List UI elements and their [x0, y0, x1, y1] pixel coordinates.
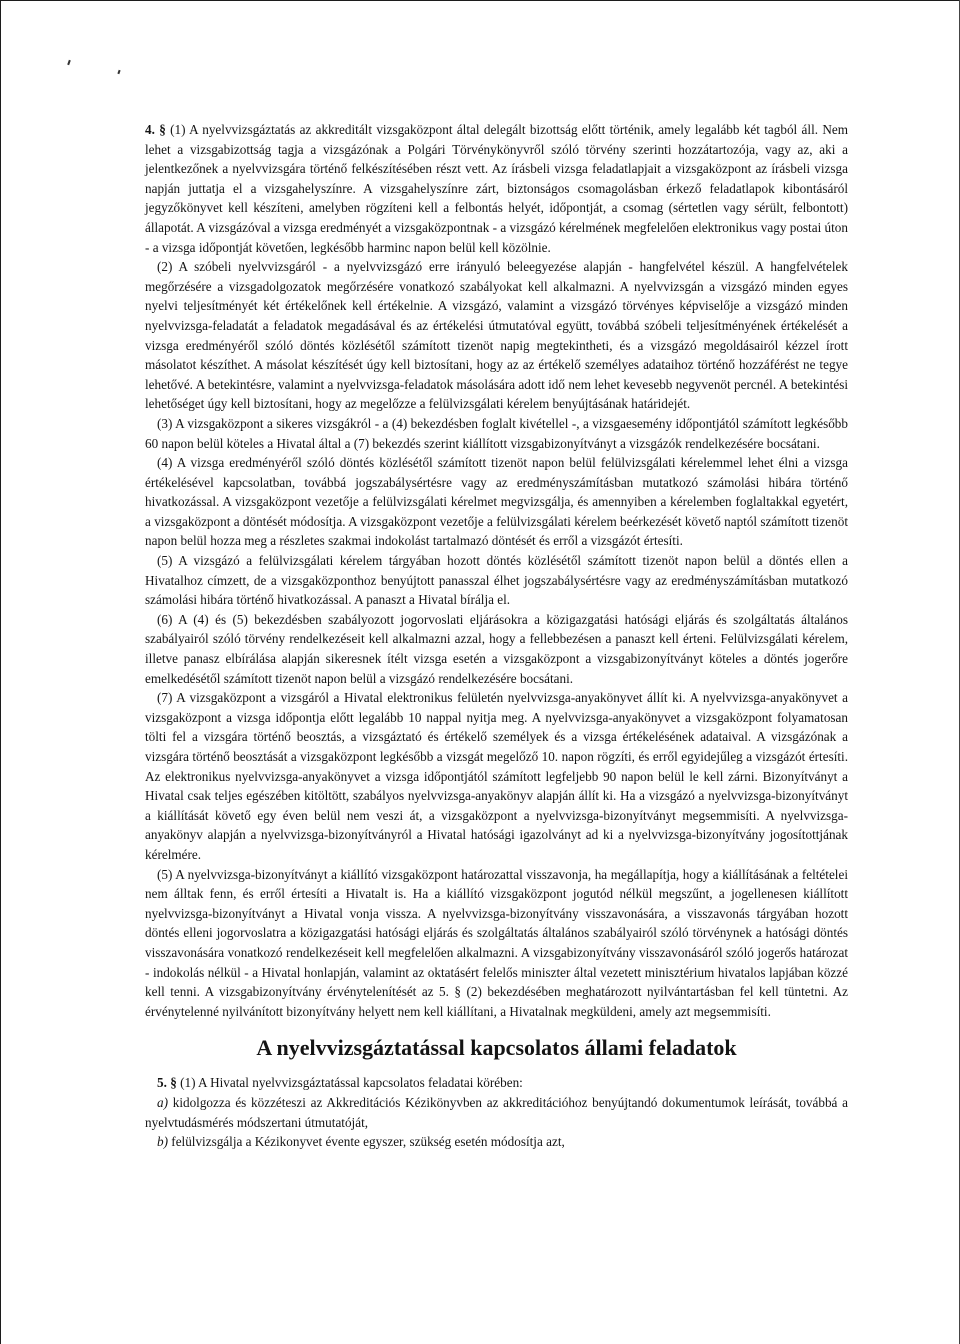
item-b-text: felülvizsgálja a Kézikonyvet évente egyszer, szükség esetén módosítja azt, [171, 1134, 565, 1150]
section-4-paragraph-2: (2) A szóbeli nyelvvizsgáról - a nyelvvizsgázó erre irányuló beleegyezése alapján - hangfelvétel készül. A hangfelvételek megőrzésére a vizsgadolgozatok megőrzésére vonatkozó szabályokat kell alkalmazni. A nyelvvizsgán a vizsgázó minden egyes nyelvi teljesítményét két értékelőnek kell értékelnie. A vizsgázó, valamint a vizsgázó törvényes képviselője a vizsgázó minden nyelvvizsga-feladatát a feladatok megadásával és az értékelési útmutatóval együtt, továbbá szóbeli teljesítményének értékelését a vizsga eredményéről szóló döntés közlésétől számított tizenöt napig megtekintheti, és a vizsgázó megoldásairól kézzel írott másolatot készíthet. A másolat készítését úgy kell biztosítani, hogy az az értékelő személyes adataihoz történő hozzáférést ne tegye lehetővé. A betekintésre, valamint a nyelvvizsga-feladatok másolására adott idő nem lehet kevesebb negyvenöt percnél. A betekintési lehetőséget úgy kell biztosítani, hogy az megelőzze a felülvizsgálati kérelem benyújtásának határidejét. [145, 259, 848, 412]
scan-speck [117, 70, 120, 74]
section-5-paragraph-1 [145, 1073, 848, 1093]
scan-border-top [0, 0, 960, 1]
section-4-paragraph-1 [145, 120, 848, 257]
section-4-paragraph-4: (4) A vizsga eredményéről szóló döntés közlésétől számított tizenöt napon belül felülvizsgálati kérelemmel lehet élni a vizsga értékelésével kapcsolatban, továbbá jogszabálysértésre vagy az eredményszámításban mutatkozó számolási hibára történő hivatkozással. A vizsgaközpont vezetője a felülvizsgálati kérelmet megvizsgálja, és amennyiben a kérelemben foglaltakkal egyetért, a vizsgaközpont a döntését módosítja. A vizsgaközpont vezetője a felülvizsgálati kérelem beérkezését követő naptól számított tizenöt napon belül hozza meg a részletes szakmai indokolást tartalmazó döntését és erről a vizsgázót értesíti. [145, 455, 848, 549]
section-5-number: 5. § [157, 1075, 177, 1091]
item-a-text: kidolgozza és közzéteszi az Akkreditációs Kézikönyvben az akkreditációhoz benyújtandó dokumentumok leírását, továbbá a nyelvtudásmérés módszertani útmutatóját, [145, 1094, 848, 1130]
scan-speck [67, 60, 71, 65]
section-4-paragraph-5: (5) A vizsgázó a felülvizsgálati kérelem tárgyában hozott döntés közlésétől számított tizenöt napon belül a döntés ellen a Hivatalhoz címzett, de a vizsgaközponthoz benyújtott panasszal élhet jogszabálysértésre vagy az eredményszámításban mutatkozó számolási hibára történő hivatkozással. A panaszt a Hivatal bírálja el. [145, 553, 848, 608]
section-4-number: 4. § [145, 122, 166, 137]
section-4-paragraph-8: (5) A nyelvvizsga-bizonyítványt a kiállító vizsgaközpont határozattal visszavonja, ha megállapítja, hogy a kiállításának a feltételei nem álltak fenn, és erről értesíti a Hivatalt is. Ha a kiállító vizsgaközpont jogutód nélkül megszűnt, a jogellenesen kiállított nyelvvizsga-bizonyítványt a Hivatal vonja vissza. A nyelvvizsga-bizonyítvány visszavonására, a visszavonás tárgyában hozott döntés elleni jogorvoslatra a közigazgatási hatósági eljárás és szolgáltatás általános szabályairól szóló törvénynek a hatósági döntés visszavonására vonatkozó rendelkezéseit kell megfelelően alkalmazni. A vizsgabizonyítvány visszavonásáról szóló jogerős határozat - indokolás nélkül - a Hivatal honlapján, valamint az oktatásért felelős miniszter által vezetett minisztérium hivatalos lapjában közzé kell tenni. A vizsgabizonyítvány érvénytelenítését az 5. § (2) bekezdésében meghatározott nyilvántartásban fel kell tüntetni. Az érvénytelenné nyilvánított bizonyítvány helyett nem kell kiállítani, a Hivatalnak megküldeni, amely azt megsemmisíti. [145, 866, 848, 1019]
section-4-paragraph-3: (3) A vizsgaközpont a sikeres vizsgákról - a (4) bekezdésben foglalt kivétellel -, a vizsgaesemény időpontjától számított legkésőbb 60 napon belül köteles a Hivatal által a (7) bekezdés szerint kiállított vizsgabizonyítványt a vizsgázók rendelkezésére bocsátani. [145, 415, 848, 451]
section-heading: A nyelvvizsgáztatással kapcsolatos állami feladatok [256, 1035, 737, 1061]
section-5-item-b [145, 1132, 848, 1152]
section-5-intro-text: (1) A Hivatal nyelvvizsgáztatással kapcsolatos feladatai körében: [180, 1075, 523, 1091]
item-b-marker: b) [157, 1134, 168, 1150]
scan-border-left [0, 0, 1, 1344]
section-4-p1-text: (1) A nyelvvizsgáztatás az akkreditált vizsgaközpont által delegált bizottság előtt történik, amely legalább két tagból áll. Nem lehet a vizsgabizottság tagja a vizsgázónak a Polgári Törvénykönyvről szóló törvény szerinti hozzátartozója, vagy az, aki a jelentkezőnek a nyelvvizsgára történő felkészítésében részt vett. Az írásbeli vizsga feladatlapjait a vizsgaközpont az írásbeli vizsga napján juttatja el a vizsgahelyszínre. A vizsgahelyszínre zárt, biztonságos csomagolásban érkező feladatlapok kibontásáról jegyzőkönyvet kell készíteni, amelyben rögzíteni kell a felbontás helyét, időpontját, a csomag (sértetlen vagy sérült, felbontott) állapotát. A vizsgázóval a vizsga eredményét a vizsgaközpontnak - a vizsgázó kérelmének megfelelően elektronikus vagy postai úton - a vizsga időpontját követően, legkésőbb harminc napon belül kell közölnie. [145, 122, 848, 255]
section-4-paragraph-7: (7) A vizsgaközpont a vizsgáról a Hivatal elektronikus felületén nyelvvizsga-anyakönyvet állít ki. A nyelvvizsga-anyakönyvet a vizsgaközpont a vizsga időpontja előtt legalább 10 nappal nyitja meg. A nyelvvizsga-anyakönyvet a vizsgaközpont folyamatosan tölti fel a vizsgára történő beosztás, a vizsgáztató és értékelő személyek és a vizsga értékelésének adataival. A vizsgázónak a vizsgára történő beosztását a vizsgaközpont legkésőbb a vizsgát megelőző 10. napon rögzíti, és erről egyidejűleg a vizsgázót értesíti. Az elektronikus nyelvvizsga-anyakönyvet a vizsga időpontjától számított legfeljebb 90 napon belül le kell zárni. Bizonyítványt a Hivatal csak teljes egészében kitöltött, szabályos nyelvvizsga-anyakönyv alapján állít ki. Ha a vizsgázó a nyelvvizsga-bizonyítványt a kiállítását követő egy éven belül nem veszi át, a vizsgaközpont a nyelvvizsga-bizonyítványt megsemmisíti. A nyelvvizsga-anyakönyv alapján a nyelvvizsga-bizonyítványról a Hivatal hatósági igazolványt ad ki a nyelvvizsga-bizonyítvány jogosítottjának kérelmére. [145, 690, 848, 862]
section-5-item-a [145, 1093, 848, 1132]
document-page [145, 120, 848, 1152]
section-4-paragraph-6: (6) A (4) és (5) bekezdésben szabályozott jogorvoslati eljárásokra a közigazgatási hatósági eljárás és szolgáltatás általános szabályairól szóló törvény rendelkezéseit kell alkalmazni azzal, hogy a fellebbezésen a panaszt kell érteni. Felülvizsgálati kérelem, illetve panasz elbírálása alapján sikeresnek ítélt vizsga esetén a vizsgaközpont a vizsgabizonyítványt köteles a döntés jogerőre emelkedésétől számított tizenöt napon belül a vizsgázó rendelkezésére bocsátani. [145, 611, 848, 686]
item-a-marker: a) [157, 1094, 168, 1110]
